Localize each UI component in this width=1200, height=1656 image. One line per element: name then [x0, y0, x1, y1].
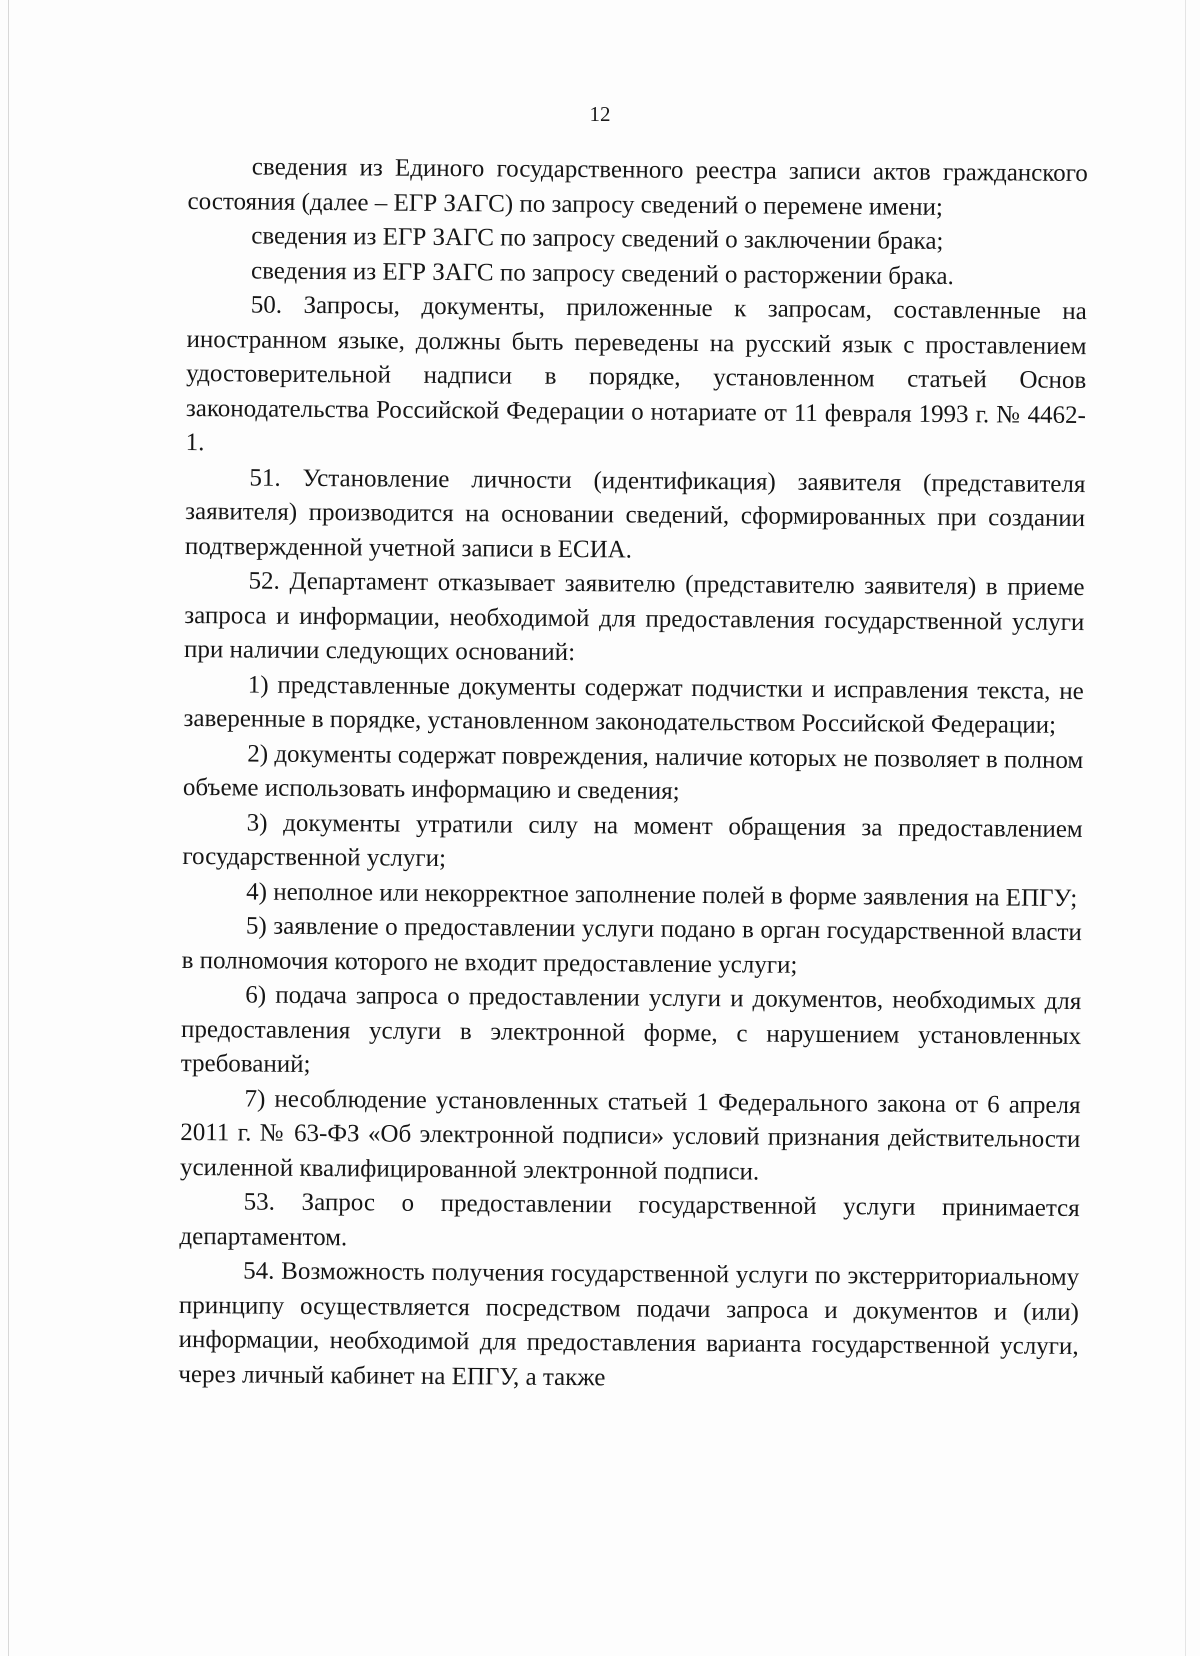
- paragraph-egr-zags-name-change: сведения из Единого государственного реестра записи актов гражданского состояния (далее – ЕГР ЗАГС) по запросу сведений о перемене имени;: [187, 153, 1088, 221]
- list-item-5: 5) заявление о предоставлении услуги подано в орган государственной власти в полномочия которого не входит предоставление услуги;: [181, 912, 1082, 979]
- paragraph-54: 54. Возможность получения государственной услуги по экстерриториальному принципу осуществляется посредством подачи запроса и документов и (или) информации, необходимой для предоставления варианта государственной услуги, через личный кабинет на ЕПГУ, а также: [178, 1257, 1080, 1391]
- paragraph-51: 51. Установление личности (идентификация) заявителя (представителя заявителя) производится на основании сведений, сформированных при создании подтвержденной учетной записи в ЕСИА.: [184, 463, 1086, 563]
- paragraph-egr-zags-divorce: сведения из ЕГР ЗАГС по запросу сведений о расторжении брака.: [250, 256, 954, 290]
- list-item-3: 3) документы утратили силу на момент обращения за предоставлением государственной услуги;: [182, 808, 1083, 873]
- list-item-1: 1) представленные документы содержат подчистки и исправления текста, не заверенные в порядке, установленном законодательством Российской Федерации;: [183, 670, 1084, 739]
- list-item-2: 2) документы содержат повреждения, наличие которых не позволяет в полном объеме использовать информацию и сведения;: [182, 739, 1084, 805]
- list-item-7: 7) несоблюдение установленных статьей 1 Федерального закона от 6 апреля 2011 г. № 63-ФЗ «Об электронной подписи» условий признания действительности усиленной квалифицированной электронной подписи.: [179, 1084, 1081, 1186]
- page-number: 12: [589, 102, 611, 126]
- list-item-4: 4) неполное или некорректное заполнение полей в форме заявления на ЕПГУ;: [246, 877, 1078, 912]
- scan-edge-right: [1185, 0, 1186, 1656]
- list-item-6: 6) подача запроса о предоставлении услуги и документов, необходимых для предоставления услуги в электронной форме, с нарушением установленных требований;: [180, 981, 1082, 1078]
- document-body: [178, 150, 1088, 1399]
- paragraph-50: 50. Запросы, документы, приложенные к запросам, составленные на иностранном языке, должны быть переведены на русский язык с проставлением удостоверительной надписи в порядке, установленном статьей Основ законодательства Российской Федерации о нотариате от 11 февраля 1993 г. № 4462-1.: [185, 291, 1087, 457]
- scan-edge-left: [8, 0, 9, 1656]
- paragraph-egr-zags-marriage: сведения из ЕГР ЗАГС по запросу сведений о заключении брака;: [251, 222, 944, 255]
- paragraph-53: 53. Запрос о предоставлении государственной услуги принимается департаментом.: [179, 1188, 1080, 1251]
- paragraph-52: 52. Департамент отказывает заявителю (представителю заявителя) в приеме запроса и информации, необходимой для предоставления государственной услуги при наличии следующих оснований:: [183, 567, 1085, 667]
